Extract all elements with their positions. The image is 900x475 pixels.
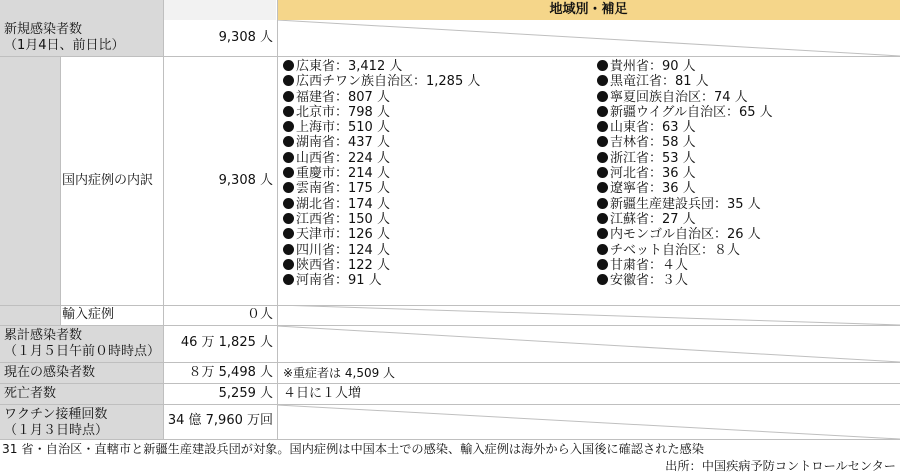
domestic-label: 国内症例の内訳 (62, 173, 154, 188)
region-item (283, 258, 593, 273)
vaccine-value: 34 億 7,960 万回 (167, 413, 273, 428)
grid-line (0, 404, 900, 405)
deaths-note: ４日に１人増 (283, 386, 362, 401)
bullet-icon (597, 259, 608, 270)
region-item-text: 江西省：150 人 (296, 211, 390, 227)
bullet-icon (597, 121, 608, 132)
bullet-icon (283, 75, 294, 86)
deaths-label: 死亡者数 (0, 384, 163, 404)
region-item (283, 74, 593, 89)
new-cases-label-line1: 新規感染者数 (4, 22, 83, 37)
region-item (597, 273, 897, 288)
bullet-icon (283, 121, 294, 132)
bullet-icon (283, 274, 294, 285)
vaccine-empty-diagonal (277, 405, 900, 439)
region-item-text: 安徽省：３人 (610, 273, 689, 289)
region-item-text: 重慶市：214 人 (296, 166, 390, 182)
region-item (283, 135, 593, 150)
new-cases-label (0, 20, 163, 56)
region-item (597, 243, 897, 258)
domestic-parent-spacer (0, 57, 60, 305)
region-item (597, 59, 897, 74)
region-item (283, 105, 593, 120)
new-cases-label-line2: （1月4日、前日比） (4, 38, 125, 53)
region-item (597, 181, 897, 196)
bullet-icon (283, 182, 294, 193)
cumulative-empty-diagonal (277, 326, 900, 362)
bullet-icon (597, 60, 608, 71)
grid-line (60, 57, 61, 325)
region-item (597, 227, 897, 242)
grid-line (0, 362, 900, 363)
region-item-text: 江蘇省：27 人 (610, 211, 696, 227)
region-item (597, 120, 897, 135)
region-list-left (283, 59, 593, 288)
region-item-text: 新疆生産建設兵団：35 人 (610, 196, 761, 212)
grid-line (0, 439, 900, 440)
new-cases-empty-diagonal (277, 20, 900, 56)
region-item (597, 258, 897, 273)
region-item-text: 広西チワン族自治区：1,285 人 (296, 74, 481, 90)
region-list-right (597, 59, 897, 288)
grid-line (0, 56, 900, 57)
current-note: ※重症者は 4,509 人 (283, 366, 396, 380)
bullet-icon (597, 228, 608, 239)
bullet-icon (597, 244, 608, 255)
deaths-value: 5,259 人 (218, 386, 273, 401)
region-item-text: 福建省：807 人 (296, 89, 390, 105)
region-item (283, 90, 593, 105)
region-item-text: 北京市：798 人 (296, 104, 390, 120)
grid-line (0, 325, 900, 326)
bullet-icon (597, 198, 608, 209)
grid-line (0, 383, 900, 384)
region-item (283, 181, 593, 196)
region-item-text: 内モンゴル自治区：26 人 (610, 227, 761, 243)
cumulative-value: 46 万 1,825 人 (180, 335, 273, 350)
region-item-text: 甘粛省：４人 (610, 257, 689, 273)
bullet-icon (597, 136, 608, 147)
region-item-text: 河北省：36 人 (610, 166, 696, 182)
region-item-text: 黒竜江省：81 人 (610, 74, 709, 90)
region-item-text: 四川省：124 人 (296, 242, 390, 258)
domestic-value: 9,308 人 (218, 173, 273, 188)
region-item-text: 天津市：126 人 (296, 227, 390, 243)
region-item (283, 197, 593, 212)
bullet-icon (597, 106, 608, 117)
region-item-text: 陝西省：122 人 (296, 257, 390, 273)
vaccine-label-line1: ワクチン接種回数 (4, 407, 108, 422)
bullet-icon (597, 91, 608, 102)
bullet-icon (283, 136, 294, 147)
bullet-icon (597, 167, 608, 178)
region-item (283, 227, 593, 242)
region-item (283, 166, 593, 181)
region-item-text: 新疆ウイグル自治区：65 人 (610, 104, 773, 120)
footer-note: 31 省・自治区・直轄市と新疆生産建設兵団が対象。国内症例は中国本土での感染、輸入症例は海外から入国後に確認された感染 (2, 442, 704, 456)
bullet-icon (283, 213, 294, 224)
bullet-icon (283, 106, 294, 117)
region-item (597, 151, 897, 166)
bullet-icon (283, 91, 294, 102)
bullet-icon (283, 228, 294, 239)
current-label: 現在の感染者数 (0, 363, 163, 383)
region-header: 地域別・補足 (277, 0, 900, 20)
vaccine-label (0, 405, 163, 439)
region-item (283, 151, 593, 166)
bullet-icon (597, 213, 608, 224)
bullet-icon (283, 198, 294, 209)
region-item-text: 湖南省：437 人 (296, 135, 390, 151)
region-item (597, 135, 897, 150)
region-item-text: 山東省：63 人 (610, 120, 696, 136)
region-item (283, 212, 593, 227)
region-item (597, 212, 897, 227)
grid-line (0, 305, 900, 306)
region-item-text: 吉林省：58 人 (610, 135, 696, 151)
region-item (597, 166, 897, 181)
cumulative-label (0, 326, 163, 362)
bullet-icon (597, 75, 608, 86)
cumulative-label-line1: 累計感染者数 (4, 328, 83, 343)
region-item-text: 山西省：224 人 (296, 150, 390, 166)
header-blank-label (0, 0, 163, 20)
bullet-icon (283, 60, 294, 71)
region-item-text: 浙江省：53 人 (610, 150, 696, 166)
region-item-text: 貴州省：90 人 (610, 59, 696, 74)
new-cases-value: 9,308 人 (218, 30, 273, 45)
region-item (597, 105, 897, 120)
bullet-icon (597, 274, 608, 285)
imported-value: ０人 (246, 307, 273, 322)
bullet-icon (283, 259, 294, 270)
header-blank-value (164, 0, 276, 20)
region-item (597, 74, 897, 89)
region-item (283, 243, 593, 258)
bullet-icon (597, 182, 608, 193)
region-item-text: チベット自治区：８人 (610, 242, 741, 258)
region-item-text: 河南省：91 人 (296, 273, 382, 289)
current-value: ８万 5,498 人 (188, 365, 273, 380)
bullet-icon (283, 167, 294, 178)
region-item-text: 広東省：3,412 人 (296, 59, 403, 74)
grid-line (277, 0, 278, 439)
cumulative-label-line2: （１月５日午前０時時点） (4, 344, 161, 359)
imported-label: 輸入症例 (62, 307, 115, 322)
region-item-text: 遼寧省：36 人 (610, 181, 696, 197)
region-item (283, 273, 593, 288)
vaccine-label-line2: （１月３日時点） (4, 423, 109, 438)
bullet-icon (283, 152, 294, 163)
bullet-icon (597, 152, 608, 163)
imported-empty-diagonal (277, 305, 900, 325)
region-item-text: 湖北省：174 人 (296, 196, 390, 212)
region-item (283, 120, 593, 135)
footer-source: 出所：中国疾病予防コントロールセンター (665, 459, 896, 473)
region-item-text: 寧夏回族自治区：74 人 (610, 89, 748, 105)
region-item (597, 197, 897, 212)
bullet-icon (283, 244, 294, 255)
grid-line (163, 0, 164, 439)
region-item (597, 90, 897, 105)
region-item-text: 上海市：510 人 (296, 120, 390, 136)
region-item-text: 雲南省：175 人 (296, 181, 390, 197)
imported-parent-spacer (0, 305, 60, 325)
region-item (283, 59, 593, 74)
